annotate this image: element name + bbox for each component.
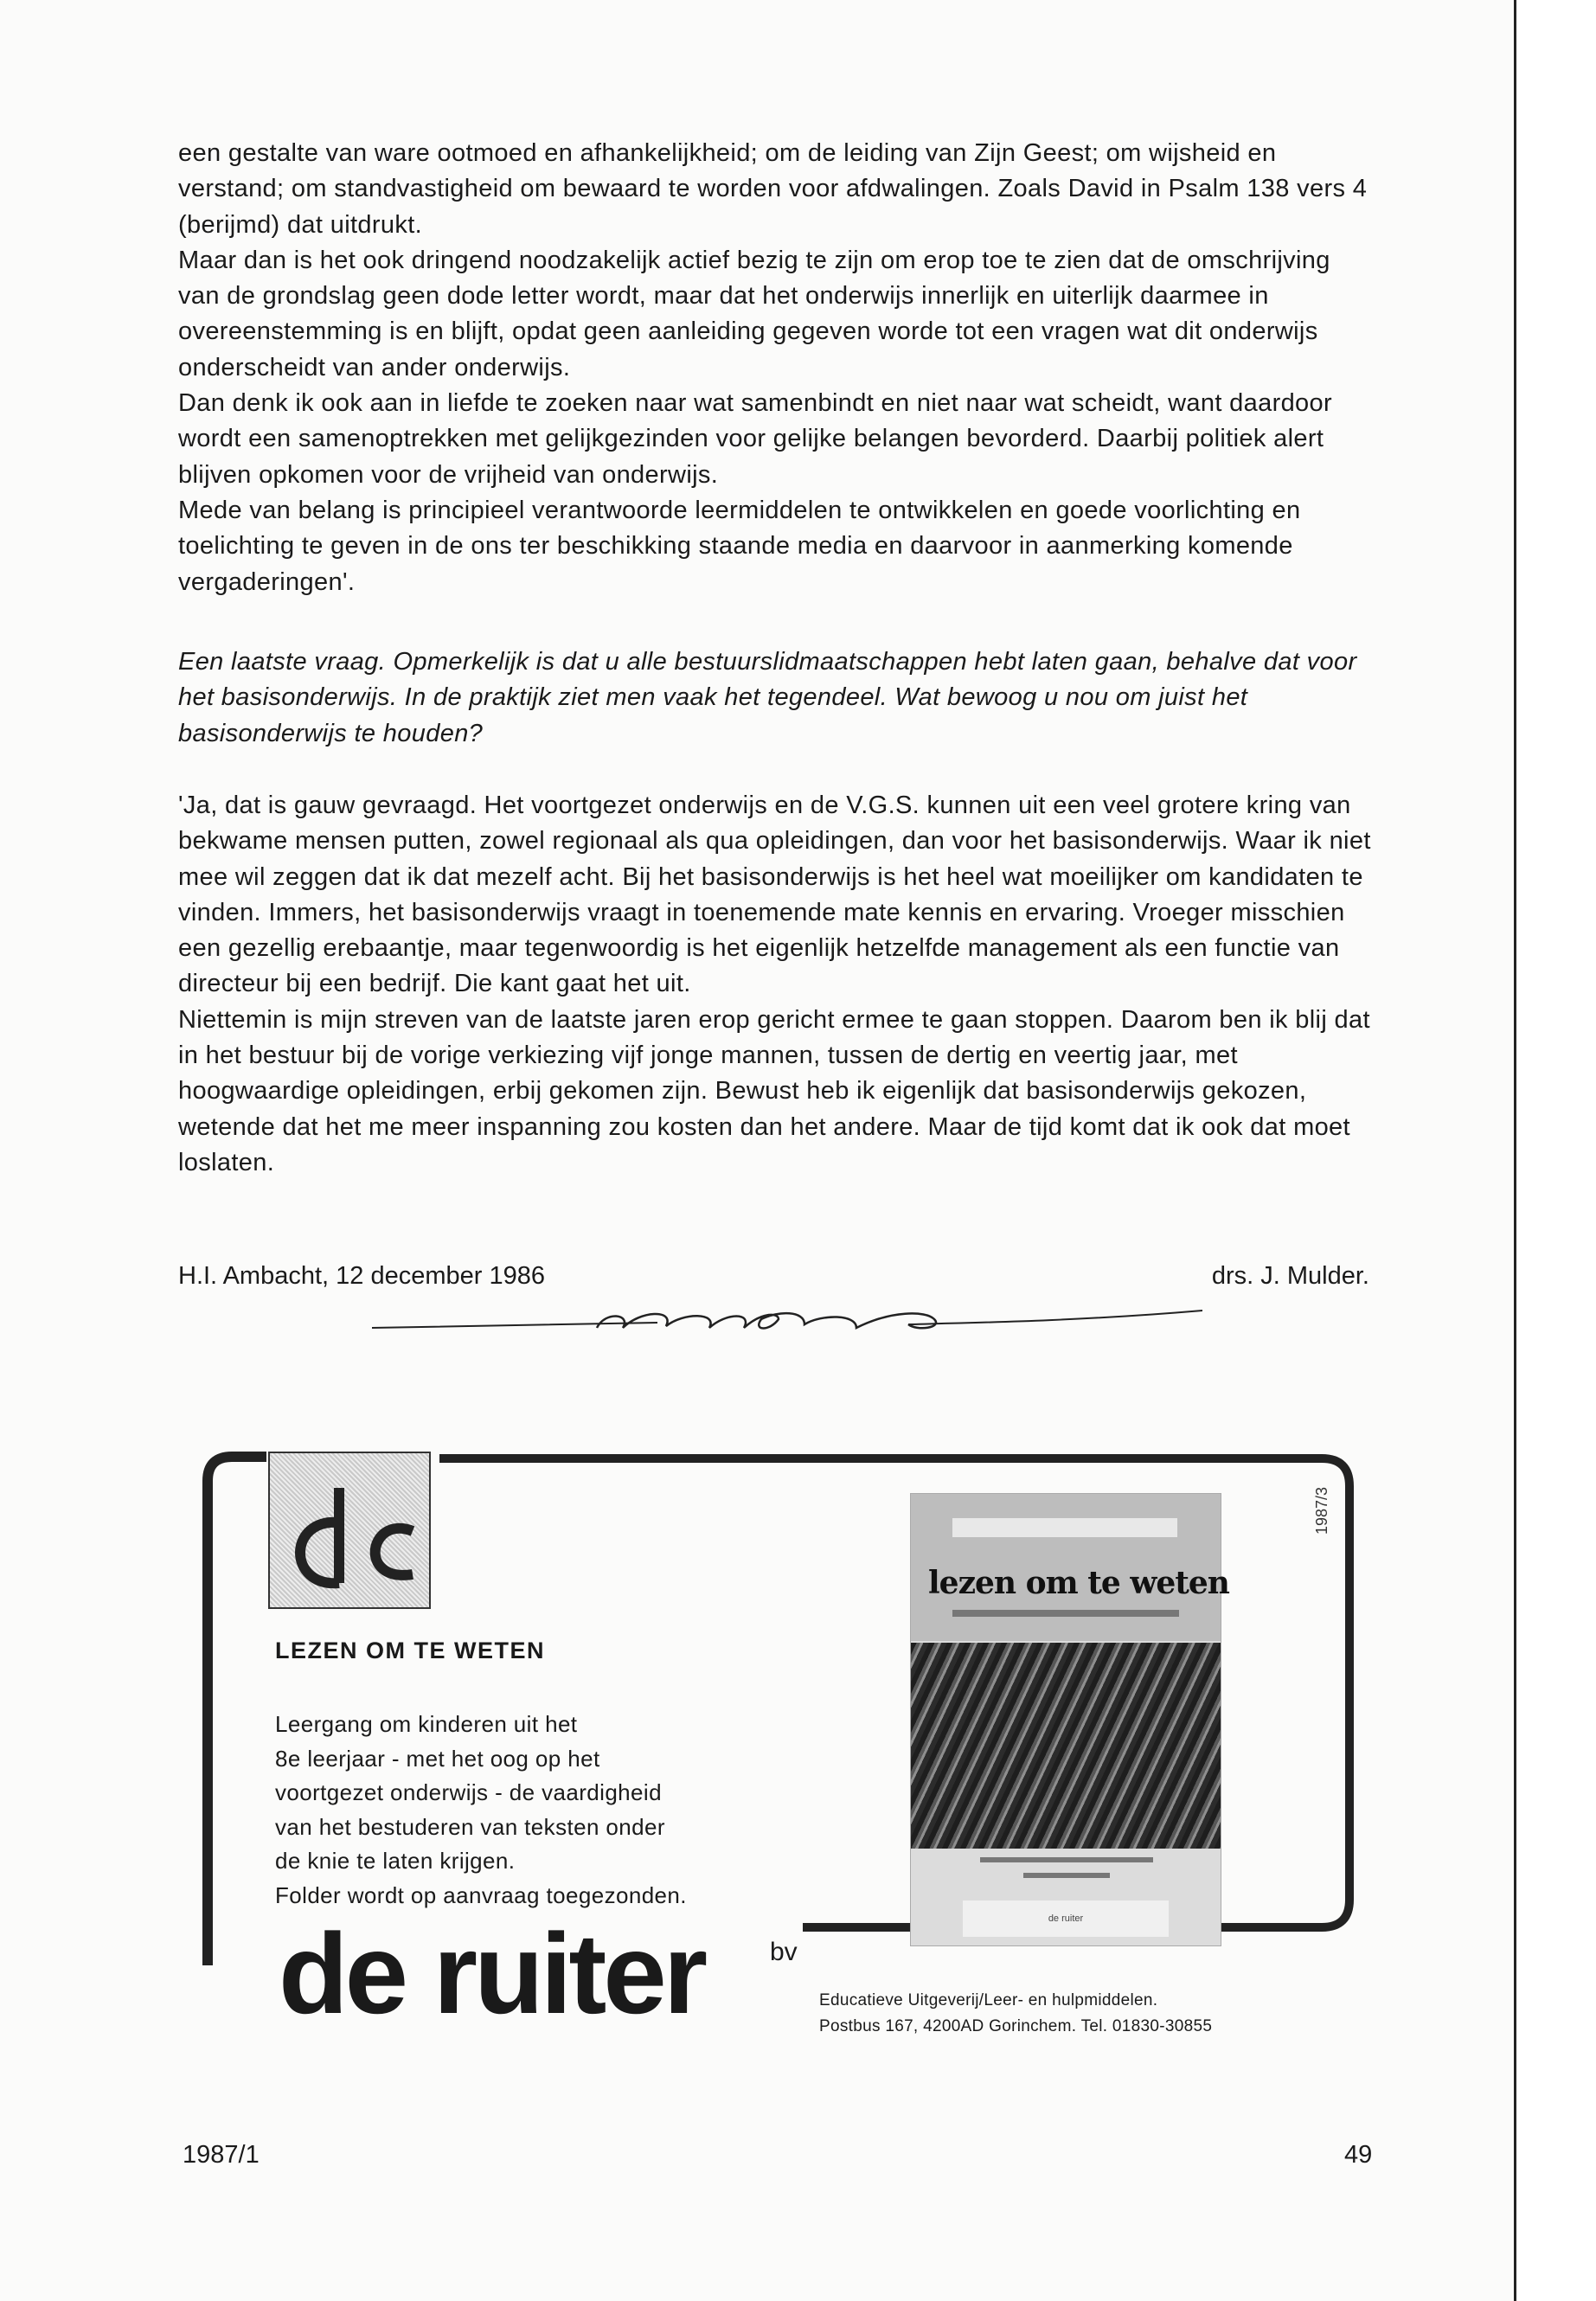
cover-name-field <box>952 1518 1177 1537</box>
page-number: 49 <box>1344 2141 1373 2169</box>
body-paragraph-1: een gestalte van ware ootmoed en afhankelijkheid; om de leiding van Zijn Geest; om wijsheid en verstand; om standvastigheid om bewaard te worden voor afdwalingen. Zoals David in Psalm 138 vers 4 (berijmd) dat uitdrukt. Maar dan is het ook dringend noodzakelijk actief bezig te zijn om erop toe te zien dat de omschrijving van de grondslag geen dode letter wordt, maar dat het onderwijs innerlijk en uiterlijk daarmee in overeenstemming is en blijft, opdat geen aanleiding gegeven worde tot een vragen wat dit onderwijs onderscheidt van ander onderwijs. Dan denk ik ook aan in liefde te zoeken naar wat samenbindt en niet naar wat scheidt, want daardoor wordt een samenoptrekken met gelijkgezinden voor gelijke belangen bevorderd. Daarbij politiek alert blijven opkomen voor de vrijheid van onderwijs. Mede van belang is principieel verantwoorde leermiddelen te ontwikkelen en goede voorlichting en toelichting te geven in de ons ter beschikking staande media en daarvoor in aanmerking komende vergaderingen'. <box>178 139 1368 596</box>
classroom-photo <box>911 1643 1221 1849</box>
ad-title: LEZEN OM TE WETEN <box>275 1638 545 1663</box>
cover-title: lezen om te weten <box>928 1565 1229 1601</box>
cover-credit-line <box>980 1857 1153 1862</box>
book-cover-image <box>910 1493 1229 1946</box>
signature-place-date: H.I. Ambacht, 12 december 1986 <box>178 1262 545 1290</box>
page-margin <box>1516 0 1596 2301</box>
publisher-address-line1: Educatieve Uitgeverij/Leer- en hulpmiddelen. <box>819 1991 1158 2009</box>
cover-credit-line <box>1023 1873 1110 1878</box>
dc-logo-icon <box>270 1453 429 1607</box>
cover-header <box>911 1494 1229 1641</box>
brand-suffix: bv <box>770 1938 798 1966</box>
signature-name: drs. J. Mulder. <box>1211 1262 1369 1290</box>
interview-question: Een laatste vraag. Opmerkelijk is dat u alle bestuurslidmaatschappen hebt laten gaan, behalve dat voor het basisonderwijs. In de praktijk ziet men vaak het tegendeel. Wat bewoog u nou om juist het basisonderwijs te houden? <box>178 648 1357 747</box>
publisher-address-line2: Postbus 167, 4200AD Gorinchem. Tel. 01830-30855 <box>819 2017 1213 2035</box>
ad-vertical-code: 1987/3 <box>1313 1486 1330 1535</box>
cover-publisher-mark: de ruiter <box>963 1900 1169 1937</box>
publisher-logo <box>268 1452 431 1609</box>
cover-subtitle-bar <box>952 1610 1179 1617</box>
ad-description: Leergang om kinderen uit het 8e leerjaar - met het oog op het voortgezet onderwijs - de vaardigheid van het bestuderen van teksten onder de knie te laten krijgen. Folder wordt op aanvraag toegezonden. <box>275 1711 687 1908</box>
brand-logotype: de ruiter <box>279 1910 705 2037</box>
issue-number: 1987/1 <box>183 2141 260 2169</box>
ornamental-flourish <box>372 1293 1202 1345</box>
body-paragraph-2: 'Ja, dat is gauw gevraagd. Het voortgezet onderwijs en de V.G.S. kunnen uit een veel grotere kring van bekwame mensen putten, zowel regionaal als qua opleidingen, dan voor het basisonderwijs. Waar ik niet mee wil zeggen dat ik dat mezelf acht. Bij het basisonderwijs is het heel wat moeilijker om kandidaten te vinden. Immers, het basisonderwijs vraagt in toenemende mate kennis en ervaring. Vroeger misschien een gezellig erebaantje, maar tegenwoordig is het eigenlijk hetzelfde management als een functie van directeur bij een bedrijf. Die kant gaat het uit. Niettemin is mijn streven van de laatste jaren erop gericht ermee te gaan stoppen. Daarom ben ik blij dat in het bestuur bij de vorige verkiezing vijf jonge mannen, tussen de dertig en veertig jaar, met hoogwaardige opleidingen, erbij gekomen zijn. Bewust heb ik eigenlijk dat basisonderwijs gekozen, wetende dat het me meer inspanning zou kosten dan het andere. Maar de tijd komt dat ik ook dat moet loslaten. <box>178 792 1371 1176</box>
